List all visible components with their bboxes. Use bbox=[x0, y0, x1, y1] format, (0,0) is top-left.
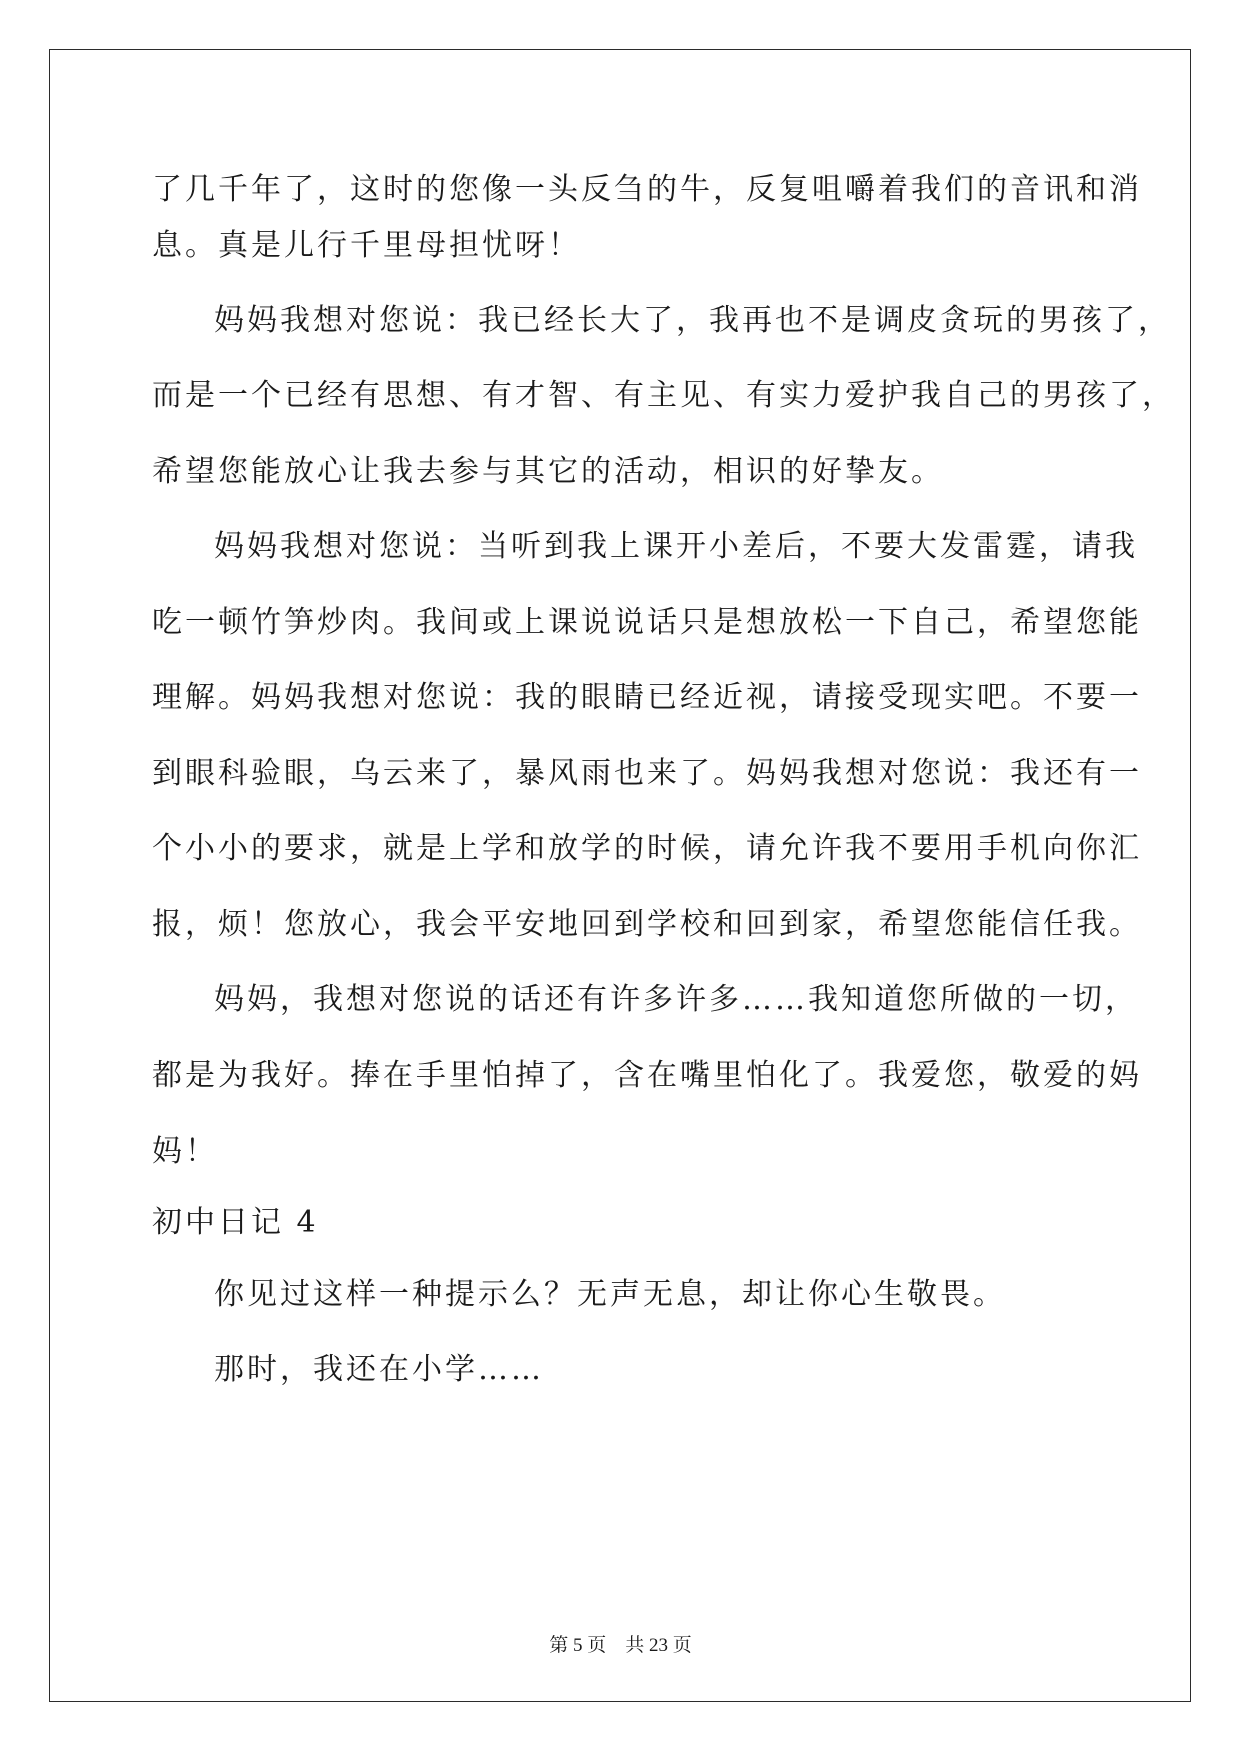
body-text-line: 而是一个已经有思想、有才智、有主见、有实力爱护我自己的男孩了， bbox=[152, 378, 1175, 413]
body-text-line: 吃一顿竹笋炒肉。我间或上课说说话只是想放松一下自己，希望您能 bbox=[152, 605, 1142, 640]
body-text-line: 个小小的要求，就是上学和放学的时候，请允许我不要用手机向你汇 bbox=[152, 831, 1142, 866]
body-text-line: 了几千年了，这时的您像一头反刍的牛，反复咀嚼着我们的音讯和消 bbox=[152, 172, 1142, 207]
body-text-line: 妈！ bbox=[152, 1134, 218, 1169]
body-text-line: 你见过这样一种提示么？无声无息，却让你心生敬畏。 bbox=[214, 1277, 1006, 1312]
body-text-line: 到眼科验眼，乌云来了，暴风雨也来了。妈妈我想对您说：我还有一 bbox=[152, 756, 1142, 791]
body-text-line: 希望您能放心让我去参与其它的活动，相识的好挚友。 bbox=[152, 454, 944, 489]
body-text-line: 妈妈我想对您说：当听到我上课开小差后，不要大发雷霆，请我 bbox=[214, 529, 1138, 564]
page-border bbox=[49, 49, 1191, 1702]
body-text-line: 理解。妈妈我想对您说：我的眼睛已经近视，请接受现实吧。不要一 bbox=[152, 680, 1142, 715]
body-text-line: 都是为我好。捧在手里怕掉了，含在嘴里怕化了。我爱您，敬爱的妈 bbox=[152, 1058, 1142, 1093]
section-heading: 初中日记 4 bbox=[152, 1205, 319, 1240]
page-number: 第 5 页 共 23 页 bbox=[549, 1635, 692, 1656]
body-text-line: 妈妈我想对您说：我已经长大了，我再也不是调皮贪玩的男孩了， bbox=[214, 303, 1171, 338]
body-text-line: 报，烦！您放心，我会平安地回到学校和回到家，希望您能信任我。 bbox=[152, 907, 1142, 942]
body-text-line: 妈妈，我想对您说的话还有许多许多……我知道您所做的一切， bbox=[214, 982, 1138, 1017]
body-text-line: 息。真是儿行千里母担忧呀！ bbox=[152, 228, 581, 263]
body-text-line: 那时，我还在小学…… bbox=[214, 1352, 544, 1387]
